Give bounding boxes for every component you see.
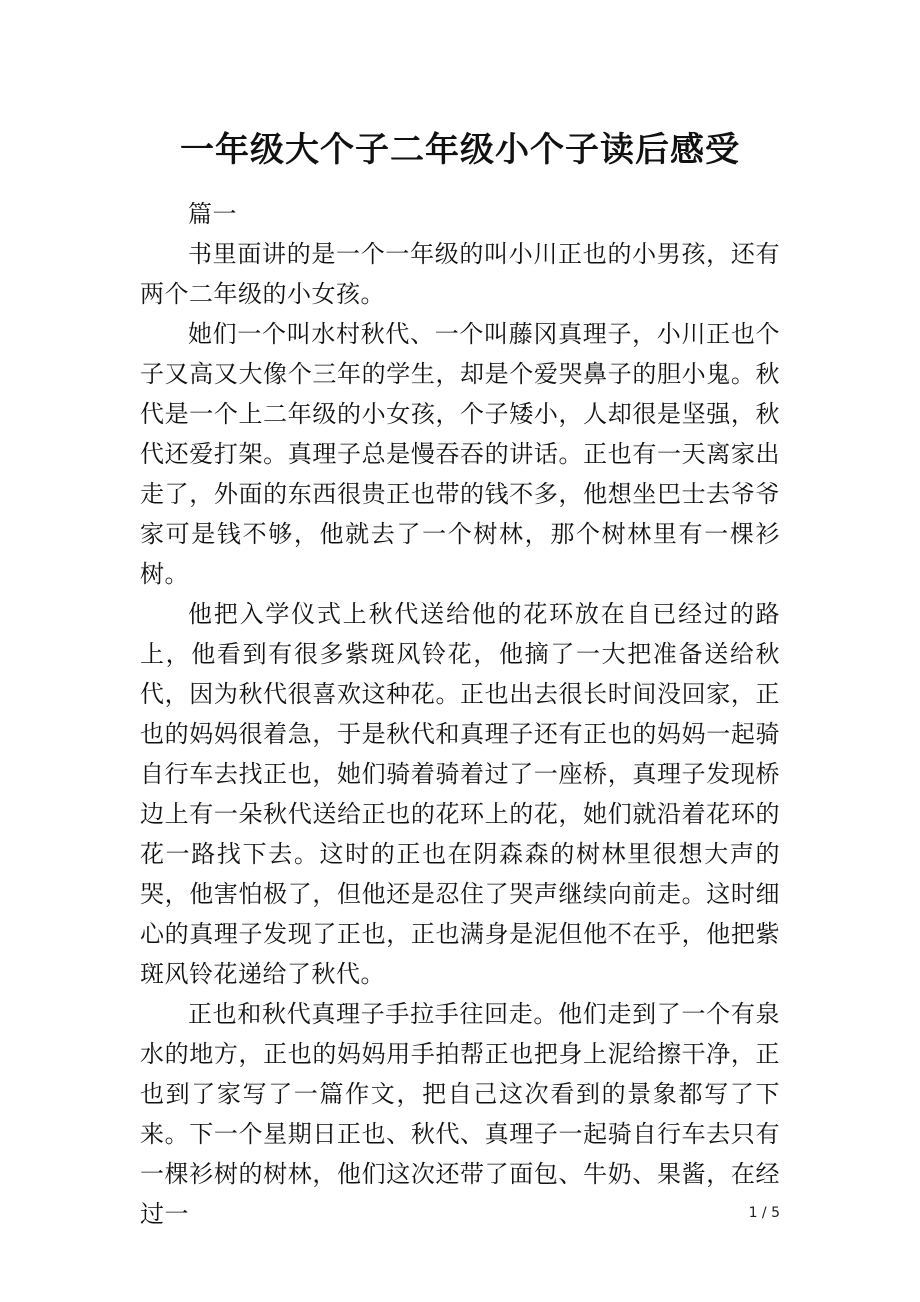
document-body — [140, 194, 780, 1234]
document-title: 一年级大个子二年级小个子读后感受 — [180, 130, 740, 170]
paragraph: 正也和秋代真理子手拉手往回走。他们走到了一个有泉水的地方，正也的妈妈用手拍帮正也把身上泥给擦干净，正也到了家写了一篇作文，把自己这次看到的景象都写了下来。下一个星期日正也、秋代、真理子一起骑自行车去只有一棵衫树的树林，他们这次还带了面包、牛奶、果酱，在经过一 — [140, 1000, 780, 1228]
paragraph: 他把入学仪式上秋代送给他的花环放在自已经过的路上，他看到有很多紫斑风铃花，他摘了一大把准备送给秋代，因为秋代很喜欢这种花。正也出去很长时间没回家，正也的妈妈很着急，于是秋代和真理子还有正也的妈妈一起骑自行车去找正也，她们骑着骑着过了一座桥，真理子发现桥边上有一朵秋代送给正也的花环上的花，她们就沿着花环的花一路找下去。这时的正也在阴森森的树林里很想大声的哭，他害怕极了，但他还是忍住了哭声继续向前走。这时细心的真理子发现了正也，正也满身是泥但他不在乎，他把紫斑风铃花递给了秋代。 — [140, 600, 780, 988]
section-heading: 篇一 — [188, 200, 237, 228]
paragraph: 她们一个叫水村秋代、一个叫藤冈真理子，小川正也个子又高又大像个三年的学生，却是个爱哭鼻子的胆小鬼。秋代是一个上二年级的小女孩，个子矮小，人却很是坚强，秋代还爱打架。真理子总是慢吞吞的讲话。正也有一天离家出走了，外面的东西很贵正也带的钱不多，他想坐巴士去爷爷家可是钱不够，他就去了一个树林，那个树林里有一棵衫树。 — [140, 320, 780, 588]
page-indicator: 1 / 5 — [748, 1205, 780, 1221]
paragraph: 书里面讲的是一个一年级的叫小川正也的小男孩，还有两个二年级的小女孩。 — [140, 240, 780, 308]
